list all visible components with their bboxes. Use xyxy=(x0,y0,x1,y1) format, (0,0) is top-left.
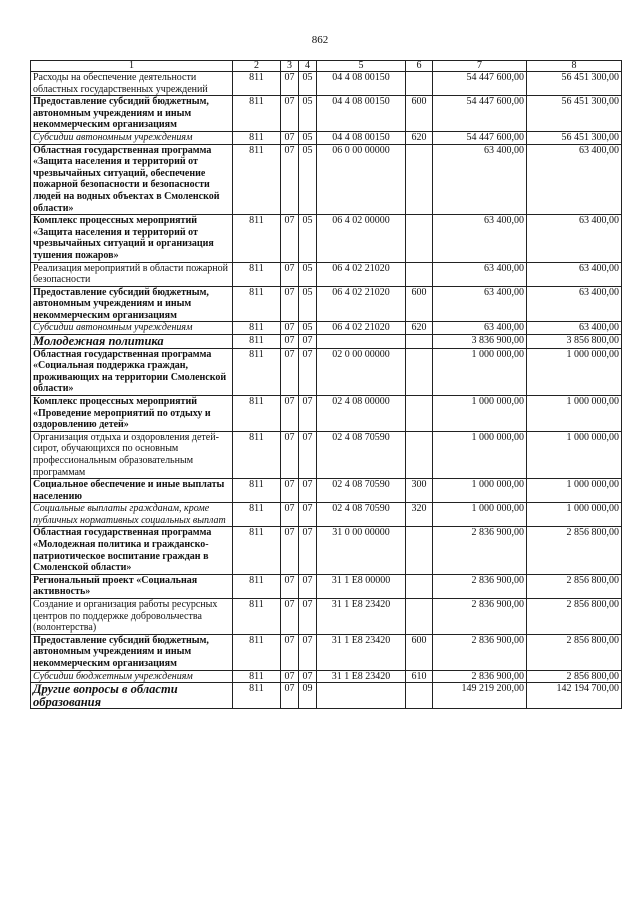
row-name-cell: Областная государственная программа «Молодежная политика и гражданско-патриотическое воспитание граждан в Смоленской области» xyxy=(31,527,233,574)
row-expense-type-cell xyxy=(406,262,433,286)
row-target-article-cell: 06 4 02 21020 xyxy=(317,322,406,335)
row-expense-type-cell xyxy=(406,574,433,598)
row-code-cell: 811 xyxy=(233,479,281,503)
row-expense-type-cell: 610 xyxy=(406,670,433,683)
row-subsection-cell: 07 xyxy=(299,599,317,635)
row-target-article-cell: 31 1 E8 23420 xyxy=(317,634,406,670)
row-subsection-cell: 07 xyxy=(299,670,317,683)
row-code-cell: 811 xyxy=(233,131,281,144)
row-target-article-cell: 06 4 02 00000 xyxy=(317,215,406,262)
table-row xyxy=(31,96,622,132)
row-code-cell: 811 xyxy=(233,431,281,478)
row-amount-2026-cell: 63 400,00 xyxy=(527,322,622,335)
row-expense-type-cell xyxy=(406,348,433,395)
row-amount-2025-cell: 1 000 000,00 xyxy=(433,479,527,503)
page-number: 862 xyxy=(311,34,329,46)
row-amount-2026-cell: 142 194 700,00 xyxy=(527,683,622,709)
row-subsection-cell: 05 xyxy=(299,262,317,286)
row-name-cell: Предоставление субсидий бюджетным, автономным учреждениям и иным некоммерческим организациям xyxy=(31,634,233,670)
row-subsection-cell: 07 xyxy=(299,335,317,349)
row-name-cell: Региональный проект «Социальная активность» xyxy=(31,574,233,598)
row-subsection-cell: 05 xyxy=(299,215,317,262)
row-name-cell: Субсидии бюджетным учреждениям xyxy=(31,670,233,683)
row-expense-type-cell xyxy=(406,599,433,635)
row-code-cell: 811 xyxy=(233,670,281,683)
row-name-cell: Социальные выплаты гражданам, кроме публичных нормативных социальных выплат xyxy=(31,503,233,527)
header-cell: 2 xyxy=(233,61,281,72)
row-section-cell: 07 xyxy=(281,96,299,132)
row-expense-type-cell: 600 xyxy=(406,634,433,670)
row-amount-2026-cell: 63 400,00 xyxy=(527,286,622,322)
row-amount-2025-cell: 2 836 900,00 xyxy=(433,574,527,598)
table-row xyxy=(31,215,622,262)
row-subsection-cell: 07 xyxy=(299,479,317,503)
row-target-article-cell: 02 4 08 00000 xyxy=(317,395,406,431)
row-code-cell: 811 xyxy=(233,348,281,395)
row-code-cell: 811 xyxy=(233,96,281,132)
row-code-cell: 811 xyxy=(233,286,281,322)
table-row xyxy=(31,335,622,349)
row-section-cell: 07 xyxy=(281,262,299,286)
row-expense-type-cell: 600 xyxy=(406,96,433,132)
table-row xyxy=(31,479,622,503)
row-amount-2025-cell: 63 400,00 xyxy=(433,322,527,335)
row-section-cell: 07 xyxy=(281,322,299,335)
row-code-cell: 811 xyxy=(233,72,281,96)
row-name-cell: Реализация мероприятий в области пожарной безопасности xyxy=(31,262,233,286)
row-expense-type-cell xyxy=(406,395,433,431)
row-amount-2025-cell: 63 400,00 xyxy=(433,262,527,286)
row-code-cell: 811 xyxy=(233,599,281,635)
row-amount-2026-cell: 1 000 000,00 xyxy=(527,395,622,431)
row-target-article-cell: 04 4 08 00150 xyxy=(317,96,406,132)
row-code-cell: 811 xyxy=(233,215,281,262)
row-amount-2025-cell: 2 836 900,00 xyxy=(433,634,527,670)
row-amount-2026-cell: 56 451 300,00 xyxy=(527,72,622,96)
row-section-cell: 07 xyxy=(281,599,299,635)
row-section-cell: 07 xyxy=(281,527,299,574)
row-section-cell: 07 xyxy=(281,634,299,670)
row-expense-type-cell xyxy=(406,431,433,478)
row-amount-2025-cell: 63 400,00 xyxy=(433,215,527,262)
row-expense-type-cell xyxy=(406,72,433,96)
row-target-article-cell: 04 4 08 00150 xyxy=(317,72,406,96)
row-name-cell: Другие вопросы в области образования xyxy=(31,683,233,709)
header-cell: 3 xyxy=(281,61,299,72)
row-section-cell: 07 xyxy=(281,479,299,503)
row-amount-2025-cell: 63 400,00 xyxy=(433,286,527,322)
row-subsection-cell: 05 xyxy=(299,322,317,335)
table-header-row xyxy=(31,61,622,72)
row-amount-2025-cell: 54 447 600,00 xyxy=(433,131,527,144)
row-section-cell: 07 xyxy=(281,503,299,527)
row-amount-2026-cell: 1 000 000,00 xyxy=(527,348,622,395)
row-name-cell: Областная государственная программа «Социальная поддержка граждан, проживающих на территории Смоленской области» xyxy=(31,348,233,395)
row-name-cell: Социальное обеспечение и иные выплаты населению xyxy=(31,479,233,503)
row-name-cell: Предоставление субсидий бюджетным, автономным учреждениям и иным некоммерческим организациям xyxy=(31,286,233,322)
row-section-cell: 07 xyxy=(281,431,299,478)
table-row xyxy=(31,348,622,395)
row-target-article-cell xyxy=(317,683,406,709)
row-section-cell: 07 xyxy=(281,348,299,395)
row-amount-2025-cell: 1 000 000,00 xyxy=(433,348,527,395)
row-amount-2025-cell: 2 836 900,00 xyxy=(433,670,527,683)
row-expense-type-cell: 320 xyxy=(406,503,433,527)
row-code-cell: 811 xyxy=(233,322,281,335)
row-code-cell: 811 xyxy=(233,634,281,670)
table-row xyxy=(31,574,622,598)
table-row xyxy=(31,670,622,683)
row-amount-2026-cell: 2 856 800,00 xyxy=(527,634,622,670)
row-subsection-cell: 07 xyxy=(299,503,317,527)
row-name-cell: Комплекс процессных мероприятий «Проведение мероприятий по отдыху и оздоровлению детей» xyxy=(31,395,233,431)
row-target-article-cell: 04 4 08 00150 xyxy=(317,131,406,144)
row-target-article-cell: 02 4 08 70590 xyxy=(317,479,406,503)
table-row xyxy=(31,322,622,335)
row-name-cell: Областная государственная программа «Защита населения и территорий от чрезвычайных ситуаций, обеспечение пожарной безопасности и безопасности людей на водных объектах в Смоленской области» xyxy=(31,144,233,215)
row-amount-2025-cell: 1 000 000,00 xyxy=(433,395,527,431)
row-expense-type-cell xyxy=(406,215,433,262)
row-name-cell: Молодежная политика xyxy=(31,335,233,349)
row-target-article-cell: 02 4 08 70590 xyxy=(317,431,406,478)
row-target-article-cell xyxy=(317,335,406,349)
row-amount-2025-cell: 3 836 900,00 xyxy=(433,335,527,349)
row-amount-2025-cell: 149 219 200,00 xyxy=(433,683,527,709)
row-target-article-cell: 02 4 08 70590 xyxy=(317,503,406,527)
row-subsection-cell: 05 xyxy=(299,131,317,144)
row-name-cell: Субсидии автономным учреждениям xyxy=(31,322,233,335)
row-amount-2026-cell: 63 400,00 xyxy=(527,262,622,286)
row-expense-type-cell xyxy=(406,683,433,709)
row-section-cell: 07 xyxy=(281,286,299,322)
row-target-article-cell: 06 4 02 21020 xyxy=(317,286,406,322)
row-amount-2026-cell: 2 856 800,00 xyxy=(527,670,622,683)
row-section-cell: 07 xyxy=(281,335,299,349)
row-name-cell: Предоставление субсидий бюджетным, автономным учреждениям и иным некоммерческим организациям xyxy=(31,96,233,132)
row-code-cell: 811 xyxy=(233,503,281,527)
row-code-cell: 811 xyxy=(233,527,281,574)
header-cell: 5 xyxy=(317,61,406,72)
row-subsection-cell: 05 xyxy=(299,72,317,96)
budget-table xyxy=(30,60,622,709)
row-subsection-cell: 07 xyxy=(299,395,317,431)
table-row xyxy=(31,683,622,709)
table-row xyxy=(31,262,622,286)
header-cell: 7 xyxy=(433,61,527,72)
row-amount-2025-cell: 54 447 600,00 xyxy=(433,96,527,132)
row-subsection-cell: 07 xyxy=(299,348,317,395)
row-amount-2025-cell: 1 000 000,00 xyxy=(433,431,527,478)
row-amount-2026-cell: 56 451 300,00 xyxy=(527,131,622,144)
table-row xyxy=(31,131,622,144)
row-name-cell: Создание и организация работы ресурсных центров по поддержке добровольчества (волонтерства) xyxy=(31,599,233,635)
row-name-cell: Комплекс процессных мероприятий «Защита населения и территорий от чрезвычайных ситуаций и организация тушения пожаров» xyxy=(31,215,233,262)
table-row xyxy=(31,395,622,431)
row-expense-type-cell xyxy=(406,144,433,215)
table-row xyxy=(31,286,622,322)
header-cell: 8 xyxy=(527,61,622,72)
row-amount-2026-cell: 56 451 300,00 xyxy=(527,96,622,132)
row-name-cell: Субсидии автономным учреждениям xyxy=(31,131,233,144)
row-code-cell: 811 xyxy=(233,262,281,286)
row-section-cell: 07 xyxy=(281,683,299,709)
row-amount-2026-cell: 2 856 800,00 xyxy=(527,599,622,635)
table-row xyxy=(31,527,622,574)
row-section-cell: 07 xyxy=(281,395,299,431)
row-amount-2025-cell: 63 400,00 xyxy=(433,144,527,215)
row-amount-2026-cell: 2 856 800,00 xyxy=(527,574,622,598)
row-amount-2025-cell: 1 000 000,00 xyxy=(433,503,527,527)
row-expense-type-cell: 300 xyxy=(406,479,433,503)
row-subsection-cell: 07 xyxy=(299,574,317,598)
row-amount-2026-cell: 3 856 800,00 xyxy=(527,335,622,349)
row-expense-type-cell xyxy=(406,527,433,574)
row-name-cell: Расходы на обеспечение деятельности областных государственных учреждений xyxy=(31,72,233,96)
table-row xyxy=(31,503,622,527)
row-amount-2026-cell: 63 400,00 xyxy=(527,215,622,262)
header-cell: 4 xyxy=(299,61,317,72)
row-target-article-cell: 06 0 00 00000 xyxy=(317,144,406,215)
table-row xyxy=(31,72,622,96)
row-section-cell: 07 xyxy=(281,144,299,215)
row-expense-type-cell xyxy=(406,335,433,349)
row-section-cell: 07 xyxy=(281,72,299,96)
table-row xyxy=(31,431,622,478)
row-amount-2026-cell: 2 856 800,00 xyxy=(527,527,622,574)
row-target-article-cell: 06 4 02 21020 xyxy=(317,262,406,286)
row-subsection-cell: 05 xyxy=(299,286,317,322)
row-code-cell: 811 xyxy=(233,335,281,349)
row-target-article-cell: 02 0 00 00000 xyxy=(317,348,406,395)
row-name-cell: Организация отдыха и оздоровления детей-сирот, обучающихся по основным профессиональным образовательным программам xyxy=(31,431,233,478)
row-expense-type-cell: 620 xyxy=(406,322,433,335)
row-target-article-cell: 31 1 E8 23420 xyxy=(317,670,406,683)
row-section-cell: 07 xyxy=(281,131,299,144)
row-section-cell: 07 xyxy=(281,670,299,683)
row-amount-2026-cell: 1 000 000,00 xyxy=(527,503,622,527)
row-subsection-cell: 09 xyxy=(299,683,317,709)
row-target-article-cell: 31 1 E8 23420 xyxy=(317,599,406,635)
row-code-cell: 811 xyxy=(233,395,281,431)
row-amount-2026-cell: 1 000 000,00 xyxy=(527,479,622,503)
row-amount-2025-cell: 2 836 900,00 xyxy=(433,599,527,635)
row-section-cell: 07 xyxy=(281,574,299,598)
row-expense-type-cell: 620 xyxy=(406,131,433,144)
row-code-cell: 811 xyxy=(233,144,281,215)
row-amount-2026-cell: 1 000 000,00 xyxy=(527,431,622,478)
row-subsection-cell: 07 xyxy=(299,431,317,478)
row-amount-2025-cell: 2 836 900,00 xyxy=(433,527,527,574)
row-section-cell: 07 xyxy=(281,215,299,262)
row-subsection-cell: 07 xyxy=(299,634,317,670)
row-target-article-cell: 31 0 00 00000 xyxy=(317,527,406,574)
row-subsection-cell: 05 xyxy=(299,144,317,215)
row-subsection-cell: 05 xyxy=(299,96,317,132)
table-row xyxy=(31,599,622,635)
row-expense-type-cell: 600 xyxy=(406,286,433,322)
row-amount-2025-cell: 54 447 600,00 xyxy=(433,72,527,96)
row-subsection-cell: 07 xyxy=(299,527,317,574)
table-row xyxy=(31,634,622,670)
row-target-article-cell: 31 1 E8 00000 xyxy=(317,574,406,598)
header-cell: 1 xyxy=(31,61,233,72)
table-row xyxy=(31,144,622,215)
row-code-cell: 811 xyxy=(233,574,281,598)
row-code-cell: 811 xyxy=(233,683,281,709)
row-amount-2026-cell: 63 400,00 xyxy=(527,144,622,215)
header-cell: 6 xyxy=(406,61,433,72)
